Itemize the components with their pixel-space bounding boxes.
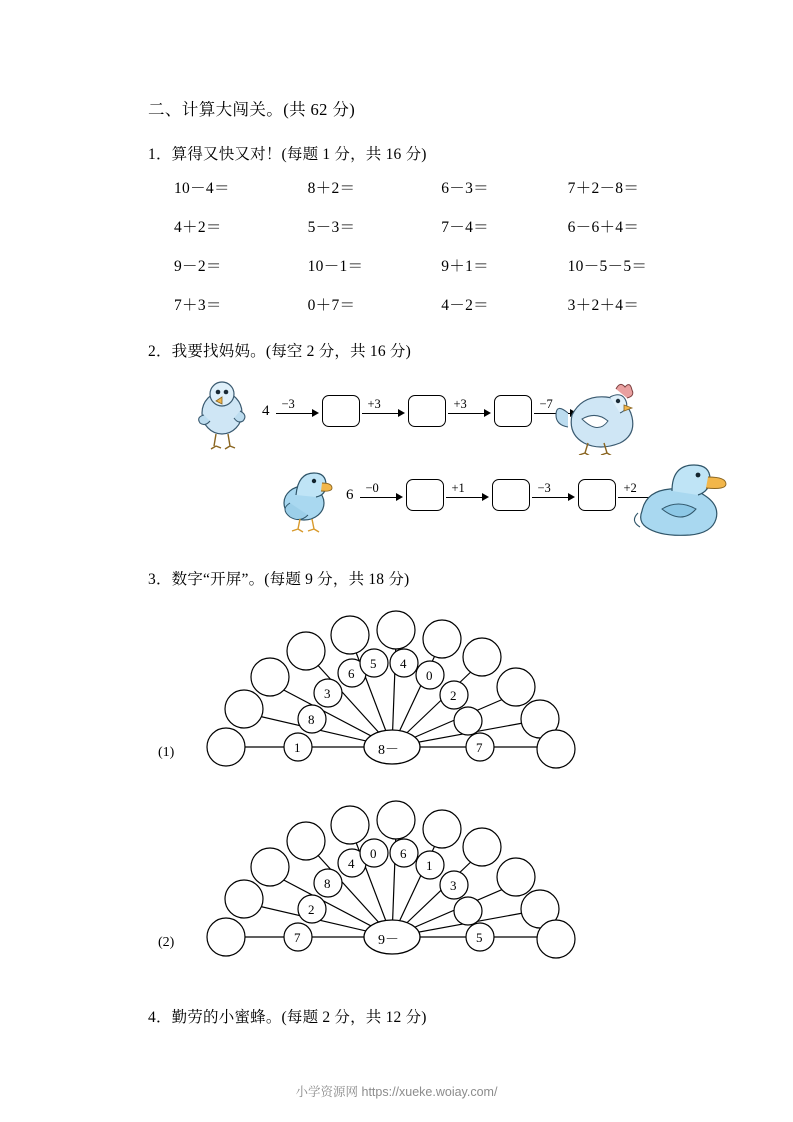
chain-answer-box[interactable] xyxy=(578,479,616,511)
chain-operation: +2 xyxy=(623,481,637,495)
peacock-2 xyxy=(158,787,708,969)
arithmetic-grid xyxy=(174,176,694,315)
chain-operation: +3 xyxy=(367,397,381,411)
hen-icon xyxy=(552,375,638,460)
chick-icon xyxy=(192,379,252,456)
arithmetic-item[interactable]: 6－3＝ xyxy=(441,180,489,197)
chain-operation: −3 xyxy=(537,481,551,495)
arithmetic-row xyxy=(174,254,694,276)
arithmetic-item[interactable]: 9－2＝ xyxy=(174,258,222,275)
chain-start-value: 4 xyxy=(262,402,270,419)
arithmetic-item[interactable]: 10－4＝ xyxy=(174,180,230,197)
duck-icon xyxy=(632,455,732,544)
arithmetic-item[interactable]: 7＋2－8＝ xyxy=(567,180,640,197)
peacock-inner-value: 1 xyxy=(294,740,301,755)
peacock-inner-value: 7 xyxy=(476,740,483,755)
chain-operation: −3 xyxy=(281,397,295,411)
chain-start-value: 6 xyxy=(346,486,354,503)
question-2-title: 2．我要找妈妈。(每空 2 分，共 16 分) xyxy=(148,343,411,360)
question-3-title: 3．数字“开屏”。(每题 9 分，共 18 分) xyxy=(148,571,410,588)
peacock-inner-value: 8 xyxy=(308,712,315,727)
chain-arrow xyxy=(276,397,320,421)
peacock-inner-value: 7 xyxy=(294,930,301,945)
peacock-inner-value: 8 xyxy=(324,876,331,891)
arithmetic-item[interactable]: 9＋1＝ xyxy=(441,258,489,275)
peacock-inner-value: 3 xyxy=(450,878,457,893)
chain-area xyxy=(164,379,708,549)
peacock-1 xyxy=(158,597,708,777)
chain-arrow xyxy=(360,481,404,505)
page-content xyxy=(148,96,708,1051)
chain-operation: −0 xyxy=(365,481,379,495)
peacock-inner-value: 5 xyxy=(476,930,483,945)
chain-arrow xyxy=(532,481,576,505)
question-1 xyxy=(148,142,708,315)
chain-sequence-1 xyxy=(262,395,580,427)
arithmetic-row xyxy=(174,176,694,198)
question-4-title: 4．勤劳的小蜜蜂。(每题 2 分，共 12 分) xyxy=(148,1009,427,1026)
arithmetic-item[interactable]: 3＋2＋4＝ xyxy=(567,297,640,314)
chain-answer-box[interactable] xyxy=(492,479,530,511)
arithmetic-item[interactable]: 7＋3＝ xyxy=(174,297,222,314)
peacock-inner-value: 4 xyxy=(400,656,407,671)
peacock-inner-value: 5 xyxy=(370,656,377,671)
chain-sequence-2 xyxy=(346,479,664,511)
arithmetic-item[interactable]: 0＋7＝ xyxy=(307,297,356,314)
chain-arrow xyxy=(446,481,490,505)
peacock-inner-value: 4 xyxy=(348,856,355,871)
peacock-center-value: 8－ xyxy=(378,743,399,758)
section-title: 二、计算大闯关。(共 62 分) xyxy=(148,100,356,119)
peacock-inner-value: 0 xyxy=(370,846,377,861)
peacock-center-value: 9－ xyxy=(378,933,399,948)
chain-answer-box[interactable] xyxy=(494,395,532,427)
arithmetic-item[interactable]: 8＋2＝ xyxy=(307,180,356,197)
arithmetic-item[interactable]: 5－3＝ xyxy=(307,219,356,236)
question-2 xyxy=(148,339,708,549)
question-4 xyxy=(148,1005,708,1027)
question-1-title: 1．算得又快又对！(每题 1 分，共 16 分) xyxy=(148,146,427,163)
peacock-inner-value: 2 xyxy=(308,902,315,917)
footer-watermark: 小学资源网 https://xueke.woiay.com/ xyxy=(295,1085,498,1099)
chain-arrow xyxy=(448,397,492,421)
peacock-inner-value: 6 xyxy=(348,666,355,681)
chain-answer-box[interactable] xyxy=(408,395,446,427)
chain-answer-box[interactable] xyxy=(322,395,360,427)
chain-row-2 xyxy=(164,457,708,549)
arithmetic-item[interactable]: 4－2＝ xyxy=(441,297,489,314)
peacock-inner-value: 2 xyxy=(450,688,457,703)
peacock-inner-value: 3 xyxy=(324,686,331,701)
arithmetic-item[interactable]: 4＋2＝ xyxy=(174,219,222,236)
chain-answer-box[interactable] xyxy=(406,479,444,511)
peacock-inner-value: 6 xyxy=(400,846,407,861)
chain-arrow xyxy=(362,397,406,421)
peacock-inner-value: 1 xyxy=(426,858,433,873)
arithmetic-item[interactable]: 10－5－5＝ xyxy=(567,258,648,275)
peacock-inner-value: 0 xyxy=(426,668,433,683)
duckling-icon xyxy=(274,461,336,538)
chain-operation: +3 xyxy=(453,397,467,411)
chain-operation: −7 xyxy=(539,397,553,411)
arithmetic-row xyxy=(174,215,694,237)
arithmetic-item[interactable]: 6－6＋4＝ xyxy=(567,219,640,236)
arithmetic-row xyxy=(174,293,694,315)
chain-row-1 xyxy=(164,379,708,457)
arithmetic-item[interactable]: 10－1＝ xyxy=(307,258,364,275)
peacock-1-label: (1) xyxy=(158,745,175,760)
chain-operation: +1 xyxy=(451,481,465,495)
peacock-2-label: (2) xyxy=(158,935,175,950)
question-3 xyxy=(148,567,708,969)
arithmetic-item[interactable]: 7－4＝ xyxy=(441,219,489,236)
